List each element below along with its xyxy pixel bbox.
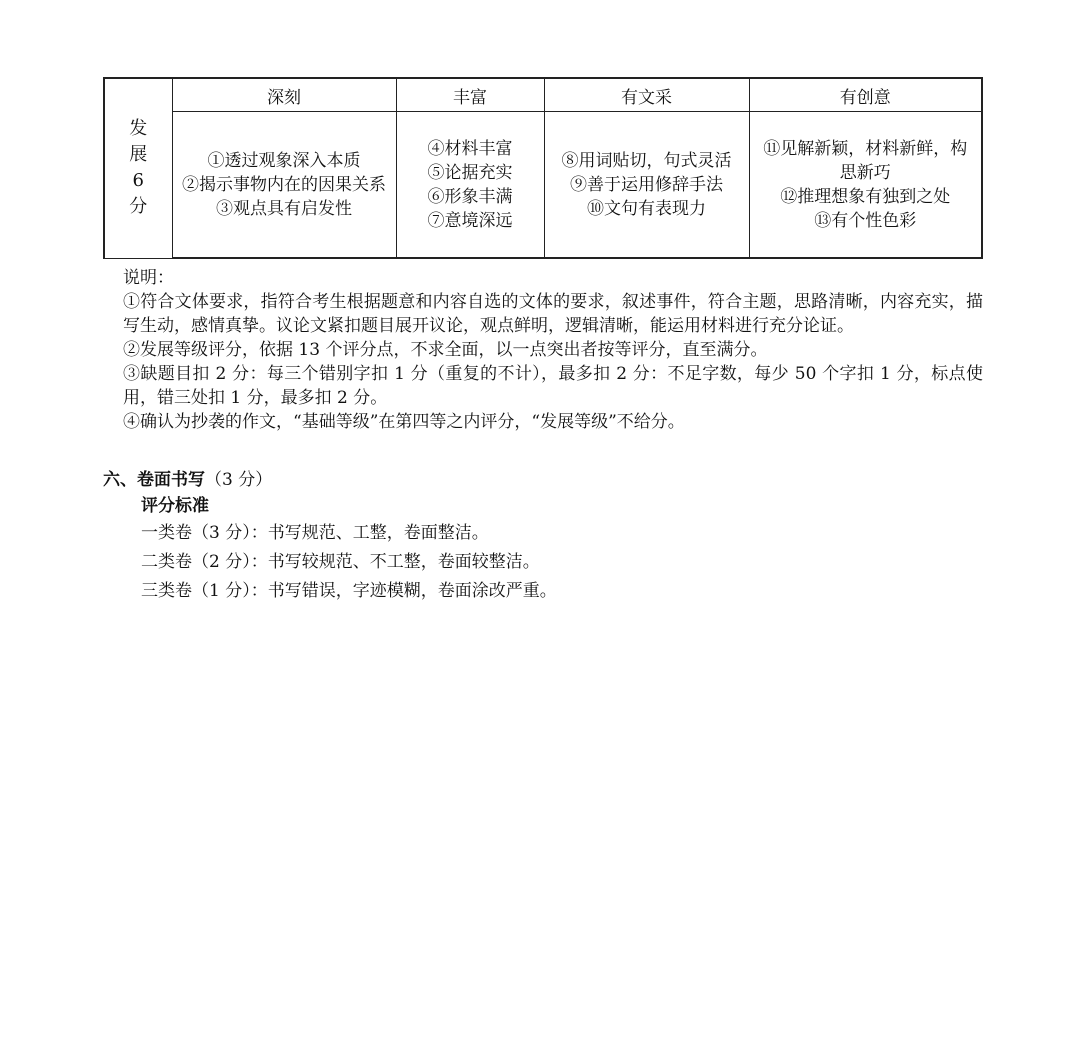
criteria-item: ①透过观象深入本质 — [207, 150, 361, 171]
note-item: ①符合文体要求，指符合考生根据题意和内容自选的文体的要求，叙述事件，符合主题，思路清晰，内容充实，描写生动，感情真挚。议论文紧扣题目展开议论，观点鲜明，逻辑清晰，能运用材料进行充分论证。 — [123, 292, 983, 336]
section-title — [103, 467, 983, 493]
category-char: 展 — [129, 144, 148, 166]
column-header-literary: 有文采 — [544, 78, 749, 112]
criteria-item: ⑥形象丰满 — [427, 186, 513, 207]
criteria-item: ④材料丰富 — [427, 138, 513, 159]
column-header-depth: 深刻 — [172, 78, 396, 112]
criteria-item: ⑪见解新颖，材料新鲜，构思新巧 — [763, 138, 968, 183]
note-item: ④确认为抄袭的作文，“基础等级”在第四等之内评分，“发展等级”不给分。 — [123, 412, 685, 432]
criteria-richness-cell — [396, 112, 544, 259]
note-item: ③缺题目扣 2 分：每三个错别字扣 1 分（重复的不计），最多扣 2 分：不足字数，每少 50 个字扣 1 分，标点使用，错三处扣 1 分，最多扣 2 分。 — [123, 364, 983, 408]
criteria-item: ⑩文句有表现力 — [587, 198, 706, 219]
section-score: （3 分） — [205, 470, 273, 490]
category-char: 发 — [129, 118, 148, 140]
criteria-item: ⑧用词贴切，句式灵活 — [561, 150, 732, 171]
criteria-item: ⑤论据充实 — [427, 162, 513, 183]
category-cell — [104, 78, 172, 258]
criteria-item: ⑬有个性色彩 — [814, 210, 917, 231]
rubric-criteria-row — [104, 112, 982, 259]
category-char: 分 — [129, 196, 148, 218]
criteria-depth-cell — [172, 112, 396, 259]
criteria-literary-cell — [544, 112, 749, 259]
scoring-standard-title: 评分标准 — [141, 496, 209, 516]
notes-label: 说明： — [123, 268, 174, 288]
development-rubric-table — [103, 77, 983, 259]
notes-section — [103, 266, 983, 434]
grade-item: 二类卷（2 分）：书写较规范、不工整，卷面较整洁。 — [141, 552, 540, 572]
criteria-item: ⑨善于运用修辞手法 — [570, 174, 723, 195]
criteria-item: ③观点具有启发性 — [216, 198, 352, 219]
section-title-text: 六、卷面书写 — [103, 470, 205, 490]
rubric-header-row — [104, 78, 982, 112]
note-item: ②发展等级评分，依据 13 个评分点，不求全面，以一点突出者按等评分，直至满分。 — [123, 340, 768, 360]
grade-item: 一类卷（3 分）：书写规范、工整，卷面整洁。 — [141, 523, 489, 543]
category-char: 6 — [132, 170, 144, 192]
handwriting-section — [103, 467, 983, 606]
grade-item: 三类卷（1 分）：书写错误，字迹模糊，卷面涂改严重。 — [141, 581, 557, 601]
column-header-richness: 丰富 — [396, 78, 544, 112]
column-header-creativity: 有创意 — [749, 78, 982, 112]
criteria-creativity-cell — [749, 112, 982, 259]
criteria-item: ⑫推理想象有独到之处 — [780, 186, 951, 207]
criteria-item: ②揭示事物内在的因果关系 — [182, 174, 386, 195]
criteria-item: ⑦意境深远 — [427, 210, 513, 231]
